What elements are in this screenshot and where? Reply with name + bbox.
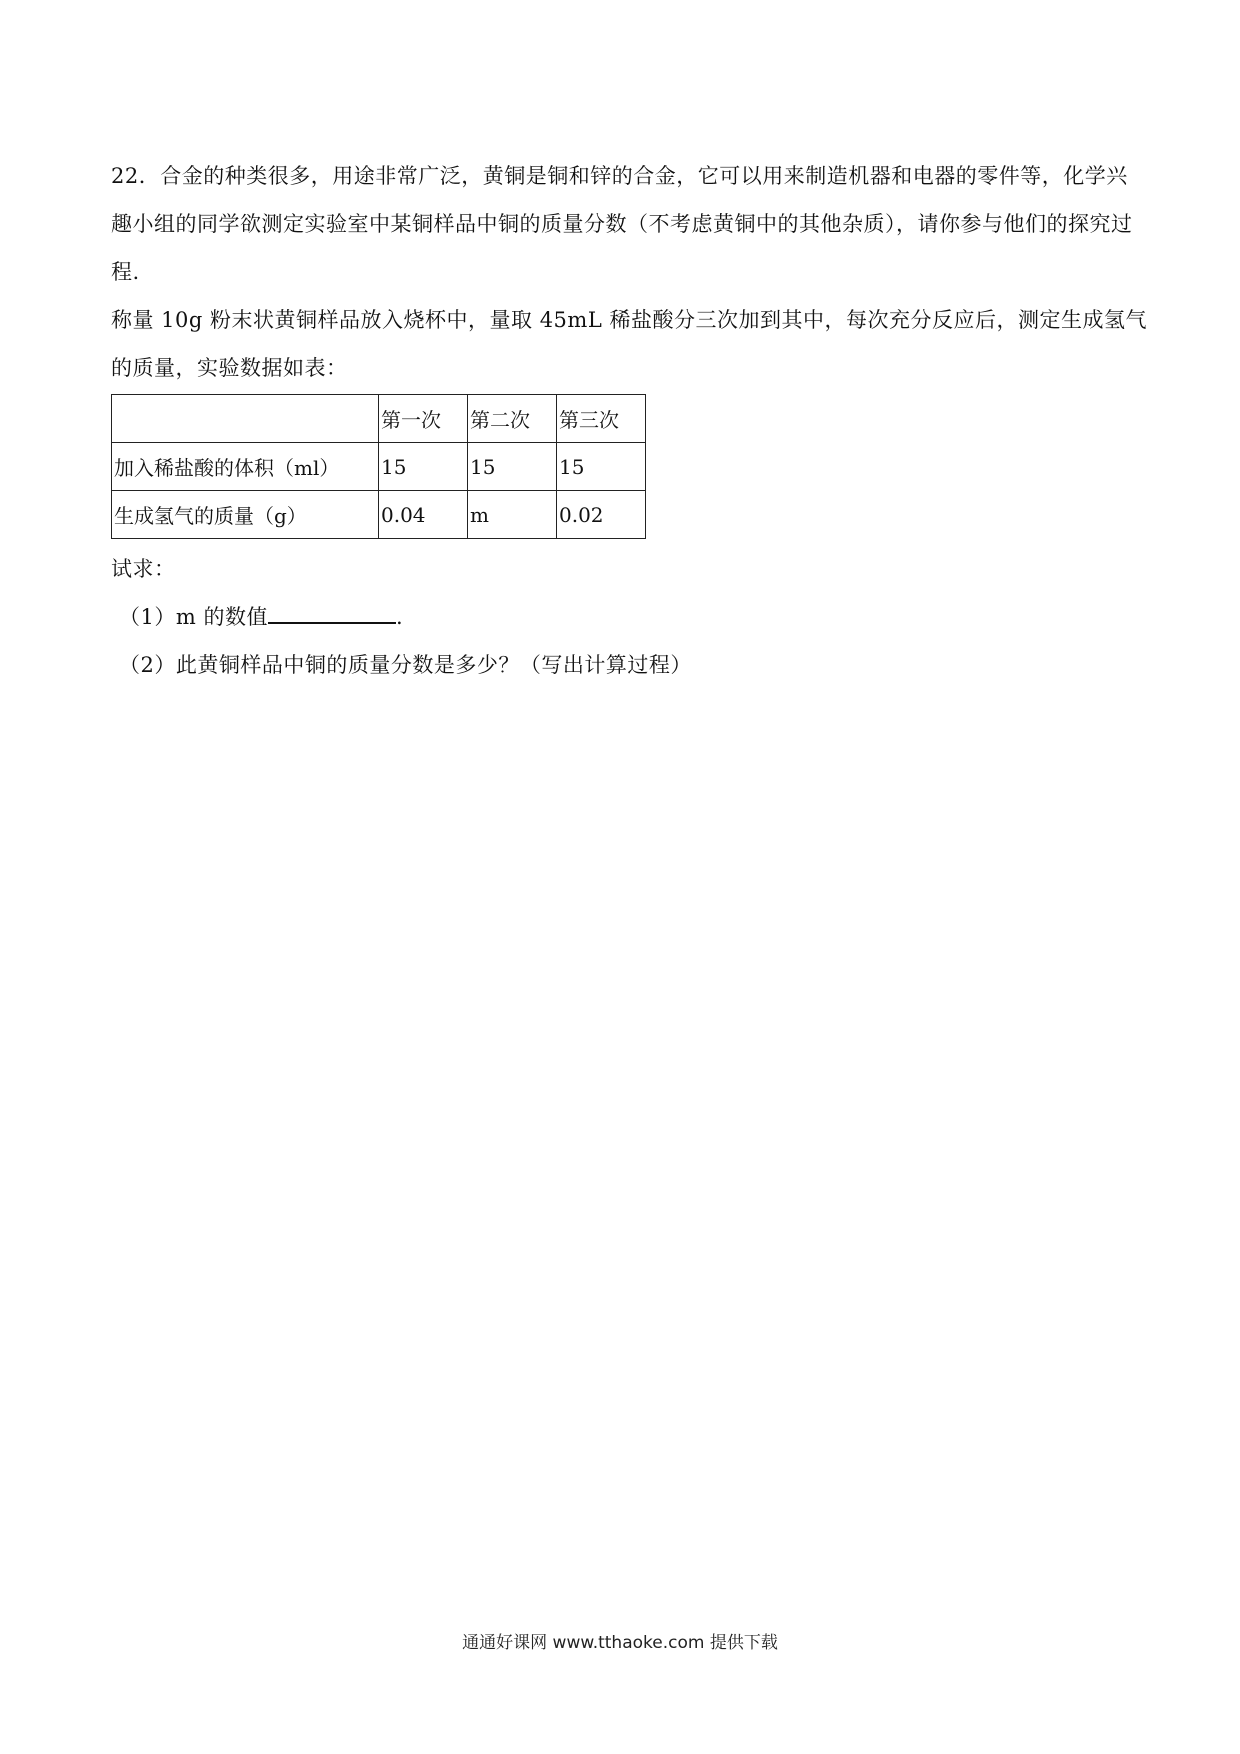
table-header-cell: [112, 395, 379, 443]
table-header-cell: 第一次: [379, 395, 468, 443]
table-header-row: [112, 395, 646, 443]
question-intro: 22．合金的种类很多，用途非常广泛，黄铜是铜和锌的合金，它可以用来制造机器和电器的零件等，化学兴趣小组的同学欲测定实验室中某铜样品中铜的质量分数（不考虑黄铜中的其他杂质），请你参与他们的探究过程.: [111, 164, 1133, 284]
table-row: [112, 443, 646, 491]
row-label: 加入稀盐酸的体积（ml）: [112, 443, 379, 491]
answer-blank: [268, 602, 396, 624]
table-cell: 15: [557, 443, 646, 491]
sub-question-1: [111, 593, 1141, 641]
table-cell: 15: [379, 443, 468, 491]
page-footer: 通通好课网 www.tthaoke.com 提供下载: [462, 1633, 778, 1653]
table-header-cell: 第二次: [468, 395, 557, 443]
table-cell: 0.02: [557, 491, 646, 539]
sub-question-1-period: .: [395, 605, 404, 629]
row-label: 生成氢气的质量（g）: [112, 491, 379, 539]
table-header-cell: 第三次: [557, 395, 646, 443]
sub-question-2: （2）此黄铜样品中铜的质量分数是多少？（写出计算过程）: [119, 653, 692, 677]
table-cell: m: [468, 491, 557, 539]
table-cell: 0.04: [379, 491, 468, 539]
question-block: [111, 152, 1147, 689]
sub-question-1-text: （1）m 的数值: [119, 605, 268, 629]
table-cell: 15: [468, 443, 557, 491]
procedure-line-2: 的质量，实验数据如表：: [111, 356, 348, 380]
table-row: [112, 491, 646, 539]
procedure-line-1: 称量 10g 粉末状黄铜样品放入烧杯中，量取 45mL 稀盐酸分三次加到其中，每次充分反应后，测定生成氢气: [111, 308, 1147, 332]
prompt-label: 试求：: [111, 557, 176, 581]
data-table: [111, 394, 646, 539]
